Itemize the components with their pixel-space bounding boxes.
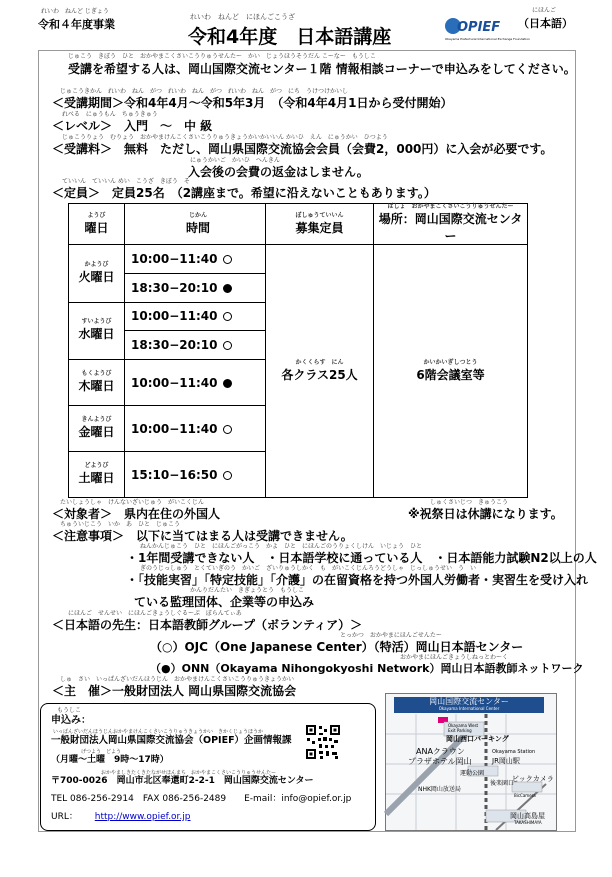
capacity-ruby: ていいん ていいん めい こうざ きぼう そ [62, 178, 190, 185]
period-ruby: じゅこうきかん れいわ ねん がつ れいわ ねん がつ れいわ ねん がつ にち うけつけかいし [60, 88, 349, 95]
capacity-cell: かくくらす にん 各クラス25人 [266, 245, 374, 498]
fee-sub-text: 入会後の会費の返金はしません。 [188, 165, 369, 179]
fee-ruby: じゅこうりょう むりょう おかやまけんこくさいこうりゅうきょうかいかいいん かいひ えん にゅうかい ひつよう [62, 134, 388, 141]
notes-line2: ・「技能実習」「特定技能」「介護」の在留資格を持つ外国人労働者・実習生を受け入れ [126, 573, 589, 587]
notes-line2-ruby: ぎのうじっしゅう とくていぎのう かいご ざいりゅうしかく も がいこくじんろうどうしゃ じっしゅうせい う い [140, 565, 477, 572]
map-subtitle: Okayama International Center [438, 706, 500, 711]
opief-logo [445, 18, 530, 44]
apply-address: 〒700-0026 岡山市北区奉還町2-2-1 岡山国際交流センター [51, 776, 314, 786]
url-label: URL： [51, 812, 78, 822]
map-label-station: JR岡山駅 [492, 757, 520, 765]
apply-title-ruby: もうしこ [57, 707, 82, 714]
level-text: ＜レベル＞ 入門 ～ 中 級 [52, 119, 213, 133]
holiday-note: ※祝祭日は休講になります。 [408, 507, 563, 521]
fiscal-year-ruby: れいわ ねんど じぎょう [41, 8, 109, 15]
period-text: ＜受講期間＞令和4年4月～令和5年3月 （令和4年4月1日から受付開始） [52, 96, 453, 110]
location-map [385, 693, 557, 831]
lang-tag: （日本語） [518, 17, 573, 30]
map-label-station-en: Okayama Station [492, 749, 536, 755]
page-title: 令和4年度 日本語講座 [188, 26, 392, 48]
day-friday: きんようび 金曜日 [69, 406, 125, 452]
apply-box [40, 703, 376, 831]
teacher2-ruby: おかやまにほんごきょうしねっとわーく [400, 654, 509, 661]
intro-text: 受講を希望する人は、岡山国際交流センター１階 情報相談コーナーで申込みをしてください。 [68, 62, 576, 76]
map-label-hotel: プラザホテル岡山 [408, 757, 472, 766]
logo-subtext: Okayama Prefectural International Exchange Foundation [445, 37, 530, 41]
title-ruby: れいわ ねんど にほんごこうざ [190, 13, 295, 21]
map-label-takashimaya: 岡山高島屋 [510, 812, 545, 820]
day-thursday: もくようび 木曜日 [69, 360, 125, 406]
header-capacity: ぼしゅうていいん 募集定員 [266, 204, 374, 245]
place-cell: かいかいぎしつとう 6階会議室等 [374, 245, 528, 498]
organizer-text: ＜主 催＞一般財団法人 岡山県国際交流協会 [52, 684, 297, 698]
slot-sat-1: 15:10−16:50 [125, 452, 266, 498]
apply-address-ruby: おかやましきたくきたながせほんまち おかやまこくさいこうりゅうせんたー [101, 770, 277, 776]
schedule-table [68, 203, 528, 498]
teacher1-ruby: とっかつ おかやまにほんごせんたー [340, 632, 442, 639]
notes-line3-ruby: かんりだんたい きぎょうとう もうしこ [190, 587, 305, 594]
map-label-nhk: NHK岡山放送局 [418, 786, 461, 793]
level-ruby: れべる にゅうもん ちゅうきゅう [62, 111, 158, 118]
apply-title: 申込み： [51, 715, 91, 726]
map-label-korakuen: 後楽園口 [490, 780, 515, 787]
notes-line1: ・1年間受講できない人 ・日本語学校に通っている人 ・日本語能力試験N2以上の人 [126, 551, 597, 565]
apply-hours: （月曜～土曜 9時～17時） [51, 755, 169, 765]
capacity-text: ＜定員＞ 定員25名 （2講座まで。希望に沿えないこともあります。） [52, 186, 436, 200]
intro-ruby: じゅこう きぼう ひと おかやまこくさいこうりゅうせんたー かい じょうほうそうだん こーなー もうしこ [68, 53, 376, 60]
map-label-ana: ANAクラウン [416, 747, 465, 756]
target-text: ＜対象者＞ 県内在住の外国人 [52, 507, 221, 521]
map-label-parking: 岡山西口パーキング [446, 735, 509, 743]
lang-ruby: にほんご [532, 7, 557, 14]
slot-fri-1: 10:00−11:40 [125, 406, 266, 452]
slot-thu-1: 10:00−11:40 [125, 360, 266, 406]
day-tuesday: かようび 火曜日 [69, 245, 125, 303]
open-circle-icon [223, 255, 232, 264]
teachers-text: ＜日本語の先生：日本語教師グループ（ボランティア）＞ [52, 618, 363, 632]
notes-text: ＜注意事項＞ 以下に当てはまる人は受講できません。 [52, 529, 353, 543]
fee-text: ＜受講料＞ 無料 ただし、岡山県国際交流協会会員（会費2，000円）に入会が必要です。 [52, 142, 553, 156]
map-label-takashimaya-en: TAKASHIMAYA [514, 820, 542, 825]
organizer-ruby: しゅ さい いっぱんざいだんほうじん おかやまけんこくさいこうりゅうきょうかい [60, 676, 295, 683]
apply-org-ruby: いっぱんざいだんほうじんおかやまけんこくさいこうりゅうきょうかい きかくじょうほうか [53, 729, 264, 735]
filled-circle-icon [223, 284, 232, 293]
map-label-biccamera: ビックカメラ [512, 775, 554, 783]
slot-wed-1: 10:00−11:40 [125, 302, 266, 331]
teachers-ruby: にほんご せんせい にほんごきょうしぐるーぷ ぼらんてぃあ [68, 610, 242, 617]
fiscal-year-tag: 令和４年度事業 [38, 18, 115, 31]
open-circle-icon [223, 341, 232, 350]
map-header [394, 697, 544, 713]
open-circle-icon [223, 425, 232, 434]
apply-contact: TEL 086-256-2914 FAX 086-256-2489 E-mail：info@opief.or.jp [51, 794, 352, 804]
header-day: ようび 曜日 [69, 204, 125, 245]
notes-line3: ている監理団体、企業等の申込み [134, 595, 315, 609]
target-ruby: たいしょうしゃ けんないざいじゅう がいこくじん [60, 499, 205, 506]
logo-text: OPIEF [457, 20, 501, 35]
slot-tue-2: 18:30−20:10 [125, 273, 266, 302]
slot-wed-2: 18:30−20:10 [125, 331, 266, 360]
day-saturday: どようび 土曜日 [69, 452, 125, 498]
teacher-group-ojc: （○）OJC（One Japanese Center）（特活）岡山日本語センター [150, 640, 524, 654]
map-label-park: 運動公園 [460, 770, 485, 777]
apply-url-row [51, 812, 191, 823]
fee-sub-ruby: にゅうかいご かいひ へんきん [190, 157, 280, 164]
map-label-parking-en: Okayama West Exit Parking [448, 723, 479, 733]
apply-hours-ruby: げつよう どよう [81, 749, 122, 755]
apply-org: 一般財団法人岡山県国際交流協会（OPIEF）企画情報課 [51, 735, 292, 746]
filled-circle-icon [223, 379, 232, 388]
map-title: 岡山国際交流センター [429, 697, 509, 706]
day-wednesday: すいようび 水曜日 [69, 302, 125, 360]
holiday-ruby: しゅくさいじつ きゅうこう [430, 499, 509, 506]
website-link[interactable]: http://www.opief.or.jp [94, 812, 191, 822]
teacher-group-onn: （●）ONN（Okayama Nihongokyoshi Network）岡山日本語教師ネットワーク [150, 662, 584, 675]
qr-code-icon [305, 724, 341, 760]
header-place: ばしょ おかやまこくさいこうりゅうせんたー 場所：岡山国際交流センター [374, 204, 528, 245]
open-circle-icon [223, 312, 232, 321]
slot-tue-1: 10:00−11:40 [125, 245, 266, 274]
notes-ruby: ちゅういじこう いか あ ひと じゅこう [60, 521, 181, 528]
open-circle-icon [223, 471, 232, 480]
header-time: じかん 時間 [125, 204, 266, 245]
notes-line1-ruby: ねんかんじゅこう ひと にほんごがっこう かよ ひと にほんごのうりょくしけん いじょう ひと [140, 543, 423, 550]
map-label-biccamera-en: BicCamera [514, 793, 536, 798]
